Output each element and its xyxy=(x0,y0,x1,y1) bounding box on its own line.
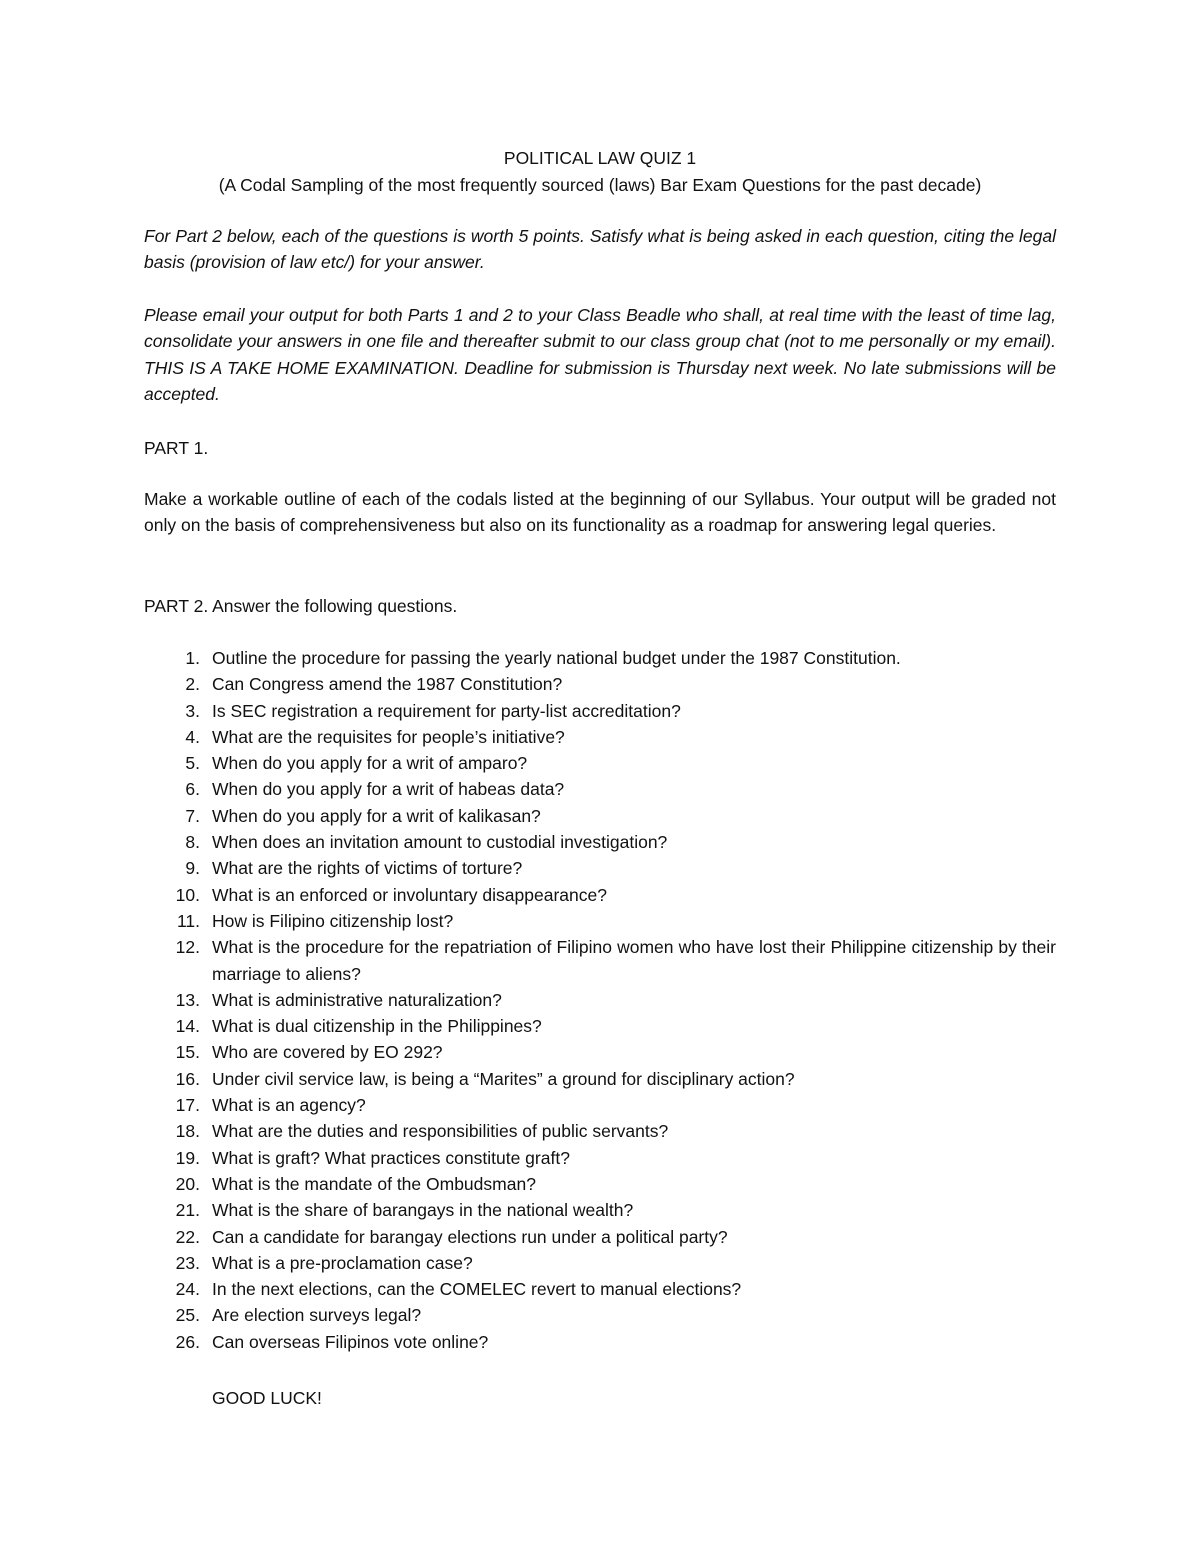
question-number: 9. xyxy=(185,858,200,879)
question-item xyxy=(144,934,1056,987)
question-text: What is an agency? xyxy=(212,1095,366,1116)
question-text: What are the requisites for people’s initiative? xyxy=(212,726,565,747)
question-text: When do you apply for a writ of amparo? xyxy=(212,753,528,774)
question-text: Who are covered by EO 292? xyxy=(212,1042,443,1063)
question-text: Are election surveys legal? xyxy=(212,1305,422,1326)
closing-text: GOOD LUCK! xyxy=(212,1388,322,1408)
question-text: What is the share of barangays in the national wealth? xyxy=(212,1200,634,1221)
question-item xyxy=(144,645,1056,671)
question-item xyxy=(144,855,1056,881)
question-text: When do you apply for a writ of kalikasan? xyxy=(212,805,541,826)
question-item xyxy=(144,671,1056,697)
question-text: What is the mandate of the Ombudsman? xyxy=(212,1173,536,1194)
question-item xyxy=(144,987,1056,1013)
question-text: What is the procedure for the repatriation of Filipino women who have lost their Philippine citizenship by their marriage to aliens? xyxy=(212,937,1056,984)
question-item xyxy=(144,1250,1056,1276)
instructions-submission: Please email your output for both Parts 1 and 2 to your Class Beadle who shall, at real time with the least of time lag, consolidate your answers in one file and thereafter submit to our class group chat (not to me personally or my email). THIS IS A TAKE HOME EXAMINATION. Deadline for submission is Thursday next week. No late submissions will be accepted. xyxy=(144,305,1056,404)
question-number: 16. xyxy=(175,1068,200,1089)
question-number: 22. xyxy=(175,1226,200,1247)
question-number: 5. xyxy=(185,753,200,774)
question-number: 15. xyxy=(175,1042,200,1063)
question-text: What is an enforced or involuntary disappearance? xyxy=(212,884,607,905)
question-number: 13. xyxy=(175,989,200,1010)
question-text: Under civil service law, is being a “Marites” a ground for disciplinary action? xyxy=(212,1068,795,1089)
question-item xyxy=(144,1145,1056,1171)
question-text: Can a candidate for barangay elections run under a political party? xyxy=(212,1226,728,1247)
question-item xyxy=(144,1092,1056,1118)
question-number: 8. xyxy=(185,832,200,853)
instructions-scoring: For Part 2 below, each of the questions is worth 5 points. Satisfy what is being asked in each question, citing the legal basis (provision of law etc/) for your answer. xyxy=(144,226,1056,273)
question-item xyxy=(144,724,1056,750)
question-item xyxy=(144,882,1056,908)
question-item xyxy=(144,1118,1056,1144)
question-text: In the next elections, can the COMELEC revert to manual elections? xyxy=(212,1279,742,1300)
question-number: 26. xyxy=(175,1331,200,1352)
question-number: 20. xyxy=(175,1173,200,1194)
question-item xyxy=(144,829,1056,855)
question-item xyxy=(144,1302,1056,1328)
question-item xyxy=(144,750,1056,776)
question-text: How is Filipino citizenship lost? xyxy=(212,910,454,931)
question-number: 21. xyxy=(175,1200,200,1221)
question-number: 23. xyxy=(175,1252,200,1273)
question-number: 12. xyxy=(175,937,200,958)
question-item xyxy=(144,1039,1056,1065)
question-number: 14. xyxy=(175,1016,200,1037)
question-item xyxy=(144,1013,1056,1039)
question-item xyxy=(144,776,1056,802)
question-list xyxy=(144,645,1056,1355)
document-title: POLITICAL LAW QUIZ 1 xyxy=(503,148,697,168)
question-number: 24. xyxy=(175,1279,200,1300)
question-number: 11. xyxy=(176,910,200,931)
question-text: When do you apply for a writ of habeas data? xyxy=(212,779,565,800)
question-text: What is a pre-proclamation case? xyxy=(212,1252,473,1273)
question-text: Outline the procedure for passing the yearly national budget under the 1987 Constitution. xyxy=(212,648,901,668)
part2-heading: PART 2. Answer the following questions. xyxy=(144,596,458,616)
question-item xyxy=(144,1066,1056,1092)
question-text: What are the rights of victims of torture? xyxy=(212,858,523,879)
question-number: 17. xyxy=(175,1095,200,1116)
question-item xyxy=(144,803,1056,829)
question-text: What are the duties and responsibilities of public servants? xyxy=(212,1121,669,1142)
question-number: 4. xyxy=(185,726,200,747)
question-item xyxy=(144,1171,1056,1197)
question-number: 6. xyxy=(185,779,200,800)
question-item xyxy=(144,908,1056,934)
question-item xyxy=(144,1224,1056,1250)
question-text: Can overseas Filipinos vote online? xyxy=(212,1331,489,1352)
question-number: 25. xyxy=(175,1305,200,1326)
question-item xyxy=(144,1197,1056,1223)
question-text: Is SEC registration a requirement for party-list accreditation? xyxy=(212,700,681,721)
question-number: 2. xyxy=(185,674,200,695)
question-number: 7. xyxy=(185,805,200,826)
question-number: 1. xyxy=(185,648,200,668)
question-number: 18. xyxy=(175,1121,200,1142)
question-number: 19. xyxy=(175,1147,200,1168)
question-text: When does an invitation amount to custodial investigation? xyxy=(212,832,668,853)
question-number: 10. xyxy=(175,884,200,905)
question-item xyxy=(144,1329,1056,1355)
question-text: What is graft? What practices constitute graft? xyxy=(212,1147,570,1168)
question-item xyxy=(144,698,1056,724)
part1-text: Make a workable outline of each of the codals listed at the beginning of our Syllabus. Your output will be graded not only on the basis of comprehensiveness but also on its functionality as a roadmap for answering legal queries. xyxy=(144,489,1056,536)
document-subtitle: (A Codal Sampling of the most frequently sourced (laws) Bar Exam Questions for the past decade) xyxy=(218,175,982,195)
question-item xyxy=(144,1276,1056,1302)
question-text: What is dual citizenship in the Philippines? xyxy=(212,1016,542,1037)
question-text: What is administrative naturalization? xyxy=(212,989,502,1010)
question-text: Can Congress amend the 1987 Constitution? xyxy=(212,674,563,695)
part1-heading: PART 1. xyxy=(144,438,209,458)
question-number: 3. xyxy=(185,700,200,721)
